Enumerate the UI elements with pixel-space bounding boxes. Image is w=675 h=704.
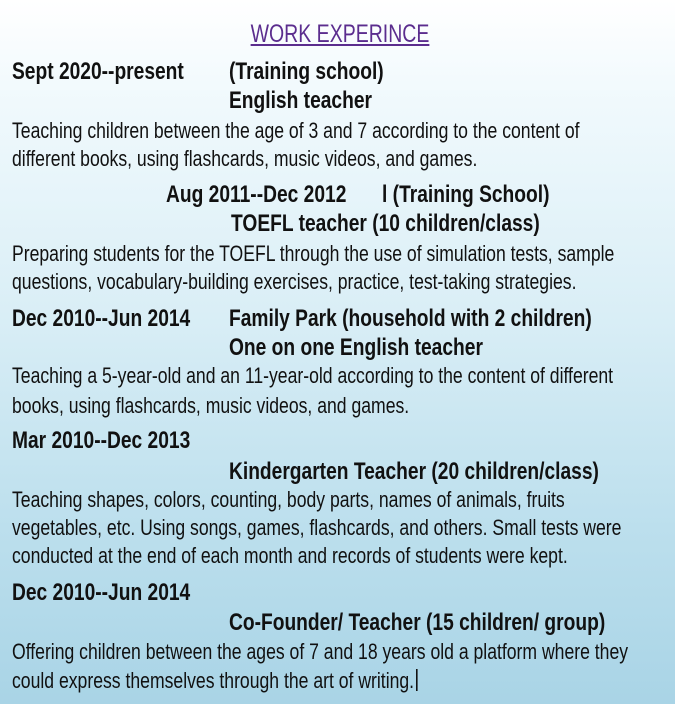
job-5-desc-line-2: could express themselves through the art of writing. xyxy=(12,668,415,693)
job-5-period: Dec 2010--Jun 2014 xyxy=(12,579,191,606)
job-1-desc-line-1: Teaching children between the age of 3 and 7 according to the content of xyxy=(12,118,580,143)
job-5-desc-line-2-wrapper xyxy=(12,668,417,694)
job-4-role: Kindergarten Teacher (20 children/class) xyxy=(229,458,599,485)
job-4-period: Mar 2010--Dec 2013 xyxy=(12,427,191,454)
job-4-desc-line-3: conducted at the end of each month and records of students were kept. xyxy=(12,543,568,568)
job-1-org: (Training school) xyxy=(229,58,384,85)
job-3-desc-line-1: Teaching a 5-year-old and an 11-year-old according to the content of different xyxy=(12,363,614,388)
job-1-role: English teacher xyxy=(229,87,372,114)
text-cursor xyxy=(416,669,418,691)
job-2-period: Aug 2011--Dec 2012 xyxy=(166,181,347,208)
job-3-period: Dec 2010--Jun 2014 xyxy=(12,305,191,332)
job-2-desc-line-2: questions, vocabulary-building exercises, practice, test-taking strategies. xyxy=(12,269,577,294)
job-1-period: Sept 2020--present xyxy=(12,58,184,85)
job-1-desc-line-2: different books, using flashcards, music videos, and games. xyxy=(12,146,478,171)
job-5-desc-line-1: Offering children between the ages of 7 and 18 years old a platform where they xyxy=(12,639,629,664)
job-5-role: Co-Founder/ Teacher (15 children/ group) xyxy=(229,609,606,636)
job-3-org: Family Park (household with 2 children) xyxy=(229,305,592,332)
job-3-desc-line-2: books, using flashcards, music videos, and games. xyxy=(12,393,410,418)
section-title: WORK EXPERINCE xyxy=(250,20,430,48)
job-2-desc-line-1: Preparing students for the TOEFL through the use of simulation tests, sample xyxy=(12,241,615,266)
job-2-org: l (Training School) xyxy=(382,181,550,208)
job-3-role: One on one English teacher xyxy=(229,334,483,361)
job-4-desc-line-2: vegetables, etc. Using songs, games, flashcards, and others. Small tests were xyxy=(12,515,622,540)
job-2-role: TOEFL teacher (10 children/class) xyxy=(231,210,540,237)
job-4-desc-line-1: Teaching shapes, colors, counting, body parts, names of animals, fruits xyxy=(12,487,565,512)
